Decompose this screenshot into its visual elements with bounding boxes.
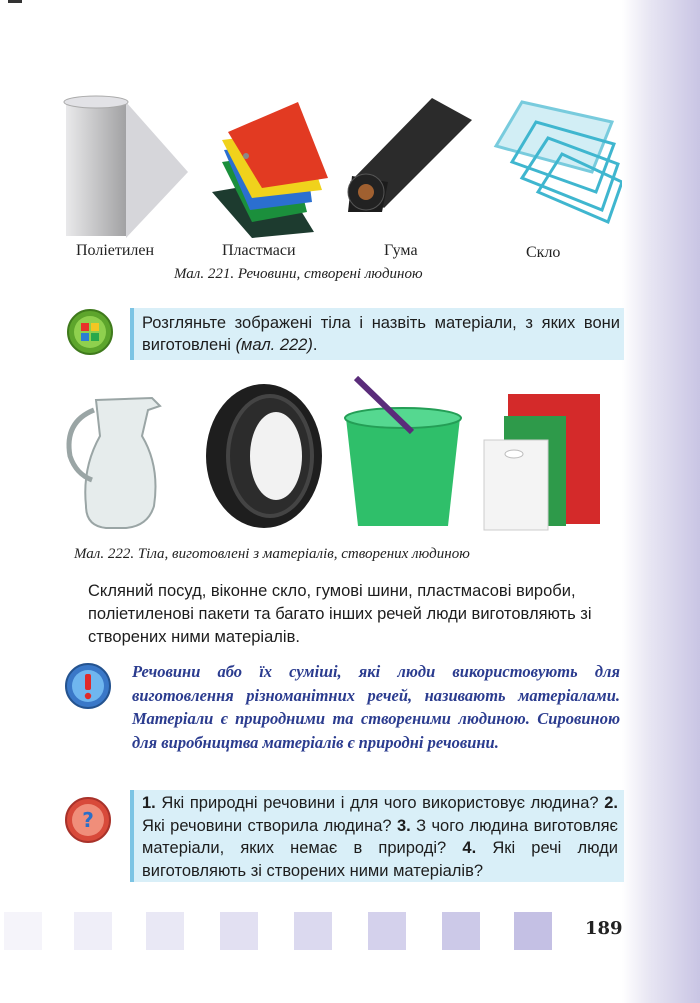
figure-222-caption: Мал. 222. Тіла, виготовлені з матеріалів, створених людиною bbox=[74, 546, 470, 562]
question-3-number: 3. bbox=[396, 816, 411, 835]
label-glass: Скло bbox=[526, 244, 561, 261]
glass-sheets-image bbox=[496, 102, 622, 222]
question-1: Які природні речовини і для чого використовує людина? bbox=[155, 794, 605, 812]
footer-square bbox=[442, 912, 480, 950]
task-instruction bbox=[142, 312, 620, 356]
task-figure-ref: (мал. 222) bbox=[235, 336, 313, 354]
polyethylene-roll-image bbox=[64, 96, 188, 238]
footer-square bbox=[74, 912, 112, 950]
label-polyethylene: Поліетилен bbox=[76, 242, 155, 259]
svg-text:?: ? bbox=[82, 808, 94, 832]
label-plastics: Пластмаси bbox=[222, 242, 296, 259]
footer-square bbox=[368, 912, 406, 950]
puzzle-icon bbox=[66, 308, 114, 356]
exclamation-icon bbox=[64, 662, 112, 710]
question-4: Які речі люди виготовляють зі створених ними матеріалів? bbox=[142, 839, 619, 880]
paragraph-text: Скляний посуд, віконне скло, гумові шини, пластмасові вироби, поліетиленові пакети та багато інших речей люди виготовляють зі створених ними матеріалів. bbox=[88, 582, 592, 646]
definition-text: Речовини або їх суміші, які люди використовують для виготовлення різноманітних речей, називають матеріалами. Матеріали є природними та створеними людиною. Сировиною для виробництва матеріалів є природні речовини. bbox=[132, 662, 620, 752]
rubber-roll-image bbox=[348, 98, 472, 212]
figure-221-caption: Мал. 221. Речовини, створені людиною bbox=[174, 266, 423, 282]
question-3: З чого людина виготовляє матеріали, яких немає в природі? bbox=[142, 816, 618, 857]
top-corner-mark bbox=[8, 0, 22, 3]
tyre-image bbox=[206, 384, 322, 528]
task-end: . bbox=[312, 336, 318, 354]
question-1-number: 1. bbox=[142, 794, 156, 812]
footer-square bbox=[220, 912, 258, 950]
task-text: Розгляньте зображені тіла і назвіть матеріали, з яких вони виготовлені bbox=[142, 314, 620, 354]
questions-text bbox=[142, 792, 618, 882]
page-number: 189 bbox=[585, 918, 623, 939]
question-4-number: 4. bbox=[462, 839, 477, 857]
footer-square bbox=[514, 912, 552, 950]
figure-222-illustrations bbox=[56, 376, 616, 536]
footer-square bbox=[4, 912, 42, 950]
footer-square bbox=[146, 912, 184, 950]
question-icon bbox=[64, 796, 112, 844]
page-edge-gradient bbox=[622, 0, 700, 1003]
body-paragraph bbox=[88, 580, 622, 649]
figure-221-illustrations bbox=[52, 92, 622, 242]
question-2: Які речовини створила людина? bbox=[142, 816, 397, 835]
plastic-bags-image bbox=[484, 394, 600, 530]
label-rubber: Гума bbox=[384, 242, 418, 259]
bucket-image bbox=[345, 378, 461, 526]
plastics-swatches-image bbox=[212, 102, 328, 238]
footer-square bbox=[294, 912, 332, 950]
glass-jug-image bbox=[69, 398, 160, 528]
question-2-number: 2. bbox=[604, 794, 618, 812]
footer-decoration bbox=[0, 912, 620, 950]
